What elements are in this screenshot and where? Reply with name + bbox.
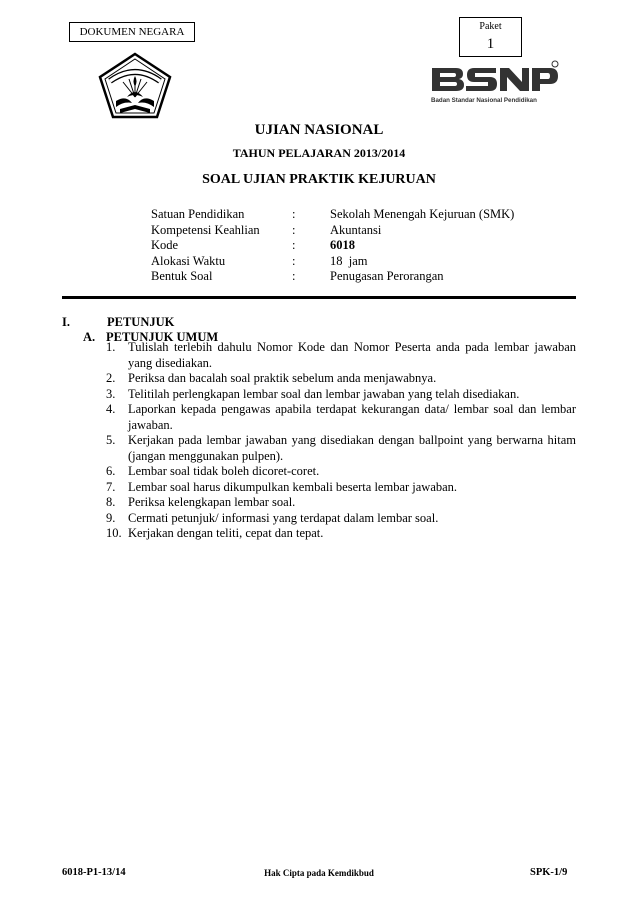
section-number: I. xyxy=(62,315,70,329)
bsnp-logo xyxy=(430,60,560,108)
footer-code: 6018-P1-13/14 xyxy=(62,867,126,878)
footer-page: SPK-1/9 xyxy=(530,867,568,878)
list-item xyxy=(106,402,576,433)
item-number: 2. xyxy=(106,371,116,385)
instruction-list xyxy=(106,340,576,542)
item-number: 4. xyxy=(106,402,116,416)
item-text: Lembar soal harus dikumpulkan kembali beserta lembar jawaban. xyxy=(128,479,458,494)
section-title: PETUNJUK xyxy=(107,315,175,329)
list-item xyxy=(106,387,576,403)
divider xyxy=(62,296,576,299)
item-number: 7. xyxy=(106,479,116,494)
list-item xyxy=(106,371,576,387)
emblem-icon xyxy=(96,51,174,121)
item-text: Telitilah perlengkapan lembar soal dan lembar jawaban yang telah disediakan. xyxy=(128,386,520,401)
info-row xyxy=(151,254,514,270)
footer-copyright: Hak Cipta pada Kemdikbud xyxy=(264,868,374,878)
item-text: Kerjakan dengan teliti, cepat dan tepat. xyxy=(128,526,324,540)
info-row xyxy=(151,223,514,239)
info-key: Kode xyxy=(151,238,179,252)
list-item xyxy=(106,495,576,511)
info-key: Alokasi Waktu xyxy=(151,253,226,268)
item-text: Periksa dan bacalah soal praktik sebelum anda menjawabnya. xyxy=(128,371,437,385)
list-item xyxy=(106,511,576,527)
academic-year: TAHUN PELAJARAN 2013/2014 xyxy=(232,146,406,160)
info-value: 18 jam xyxy=(330,253,368,268)
info-row xyxy=(151,238,514,254)
info-value: Akuntansi xyxy=(330,222,382,237)
info-key: Satuan Pendidikan xyxy=(151,207,245,221)
item-text: Kerjakan pada lembar jawaban yang disediakan dengan ballpoint yang berwarna hitam (jangan menggunakan pulpen). xyxy=(128,433,576,463)
exam-info-table xyxy=(151,207,514,285)
exam-title: UJIAN NASIONAL xyxy=(254,122,384,138)
info-key: Bentuk Soal xyxy=(151,269,213,283)
info-sep: : xyxy=(292,253,296,268)
item-number: 10. xyxy=(106,526,122,540)
list-item xyxy=(106,480,576,496)
item-number: 3. xyxy=(106,386,116,401)
list-item xyxy=(106,340,576,371)
bsnp-logo-icon xyxy=(430,60,560,108)
exam-subtitle: SOAL UJIAN PRAKTIK KEJURUAN xyxy=(202,172,436,187)
paket-number: 1 xyxy=(486,36,495,52)
list-item xyxy=(106,464,576,480)
info-row xyxy=(151,269,514,285)
section-heading xyxy=(62,315,174,330)
item-number: 5. xyxy=(106,433,116,447)
info-key: Kompetensi Keahlian xyxy=(151,222,260,237)
info-sep: : xyxy=(292,207,296,221)
item-number: 8. xyxy=(106,495,116,509)
item-number: 6. xyxy=(106,464,116,478)
item-text: Laporkan kepada pengawas apabila terdapat kekurangan data/ lembar soal dan lembar jawaban. xyxy=(128,402,576,432)
info-value: 6018 xyxy=(330,238,355,252)
item-number: 1. xyxy=(106,340,116,354)
list-item xyxy=(106,526,576,542)
list-item xyxy=(106,433,576,464)
item-text: Periksa kelengkapan lembar soal. xyxy=(128,495,296,509)
info-row xyxy=(151,207,514,223)
info-sep: : xyxy=(292,238,296,252)
tut-wuri-handayani-logo xyxy=(96,51,174,121)
paket-box xyxy=(459,17,522,57)
info-sep: : xyxy=(292,222,296,237)
info-value: Sekolah Menengah Kejuruan (SMK) xyxy=(330,207,515,221)
subsection-title: PETUNJUK UMUM xyxy=(106,330,219,344)
item-text: Cermati petunjuk/ informasi yang terdapat dalam lembar soal. xyxy=(128,510,439,525)
classification-label: DOKUMEN NEGARA xyxy=(69,22,195,42)
paket-label: Paket xyxy=(479,21,502,32)
item-text: Lembar soal tidak boleh dicoret-coret. xyxy=(128,464,320,478)
bsnp-subtitle: Badan Standar Nasional Pendidikan xyxy=(431,97,537,104)
item-text: Tulislah terlebih dahulu Nomor Kode dan Nomor Peserta anda pada lembar jawaban yang disediakan. xyxy=(128,340,576,370)
info-value: Penugasan Perorangan xyxy=(330,269,444,283)
subsection-number: A. xyxy=(83,330,96,344)
info-sep: : xyxy=(292,269,296,283)
item-number: 9. xyxy=(106,510,116,525)
